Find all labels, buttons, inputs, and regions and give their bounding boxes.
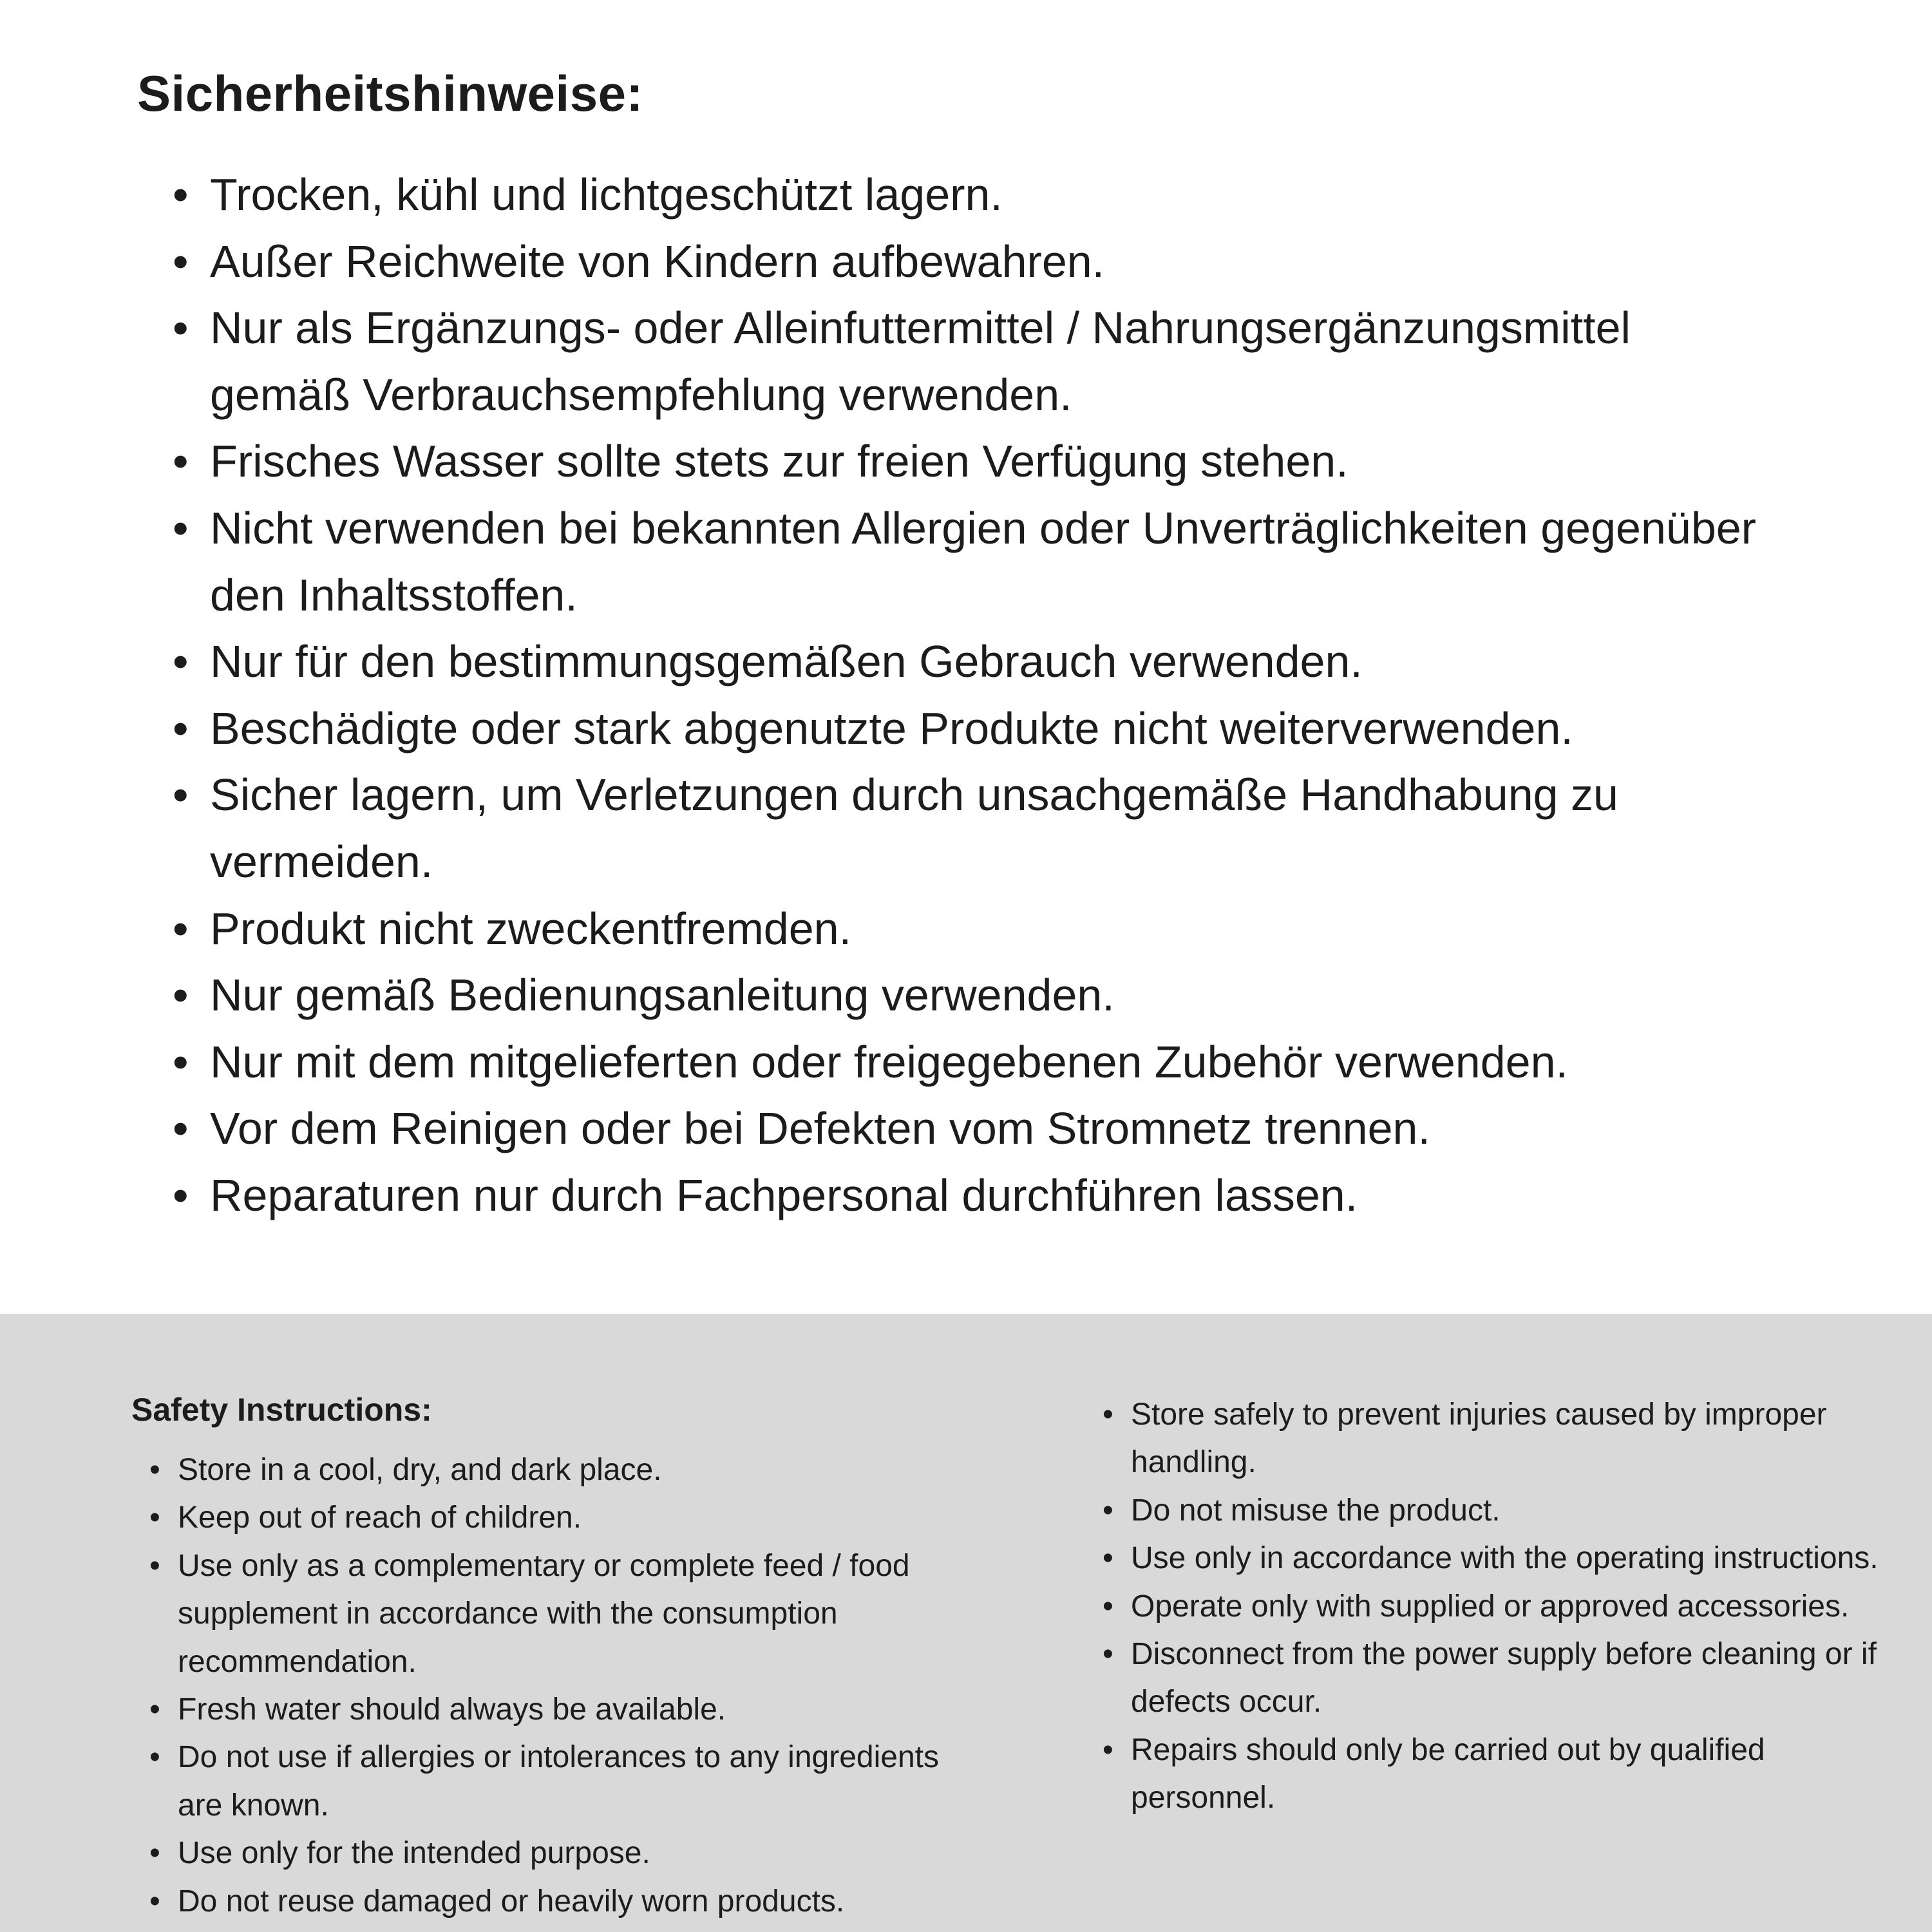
german-heading: Sicherheitshinweise:: [137, 65, 643, 122]
english-safety-list-left: [131, 1446, 981, 1926]
english-safety-item: • Do not use if allergies or intolerances to any ingredients are known.: [149, 1734, 981, 1830]
english-heading: Safety Instructions:: [131, 1392, 432, 1428]
english-columns: [131, 1391, 1879, 1926]
german-safety-item: • Beschädigte oder stark abgenutzte Produkte nicht weiterverwenden.: [173, 696, 1770, 762]
german-safety-item: • Nur gemäß Bedienungsanleitung verwenden.: [173, 962, 1770, 1029]
english-safety-item: • Disconnect from the power supply before cleaning or if defects occur.: [1103, 1631, 1883, 1727]
german-safety-item: • Vor dem Reinigen oder bei Defekten vom Stromnetz trennen.: [173, 1095, 1770, 1162]
german-safety-list: [137, 162, 1770, 1229]
english-safety-item: • Do not misuse the product.: [1103, 1487, 1883, 1535]
english-safety-item: • Keep out of reach of children.: [149, 1494, 981, 1542]
german-safety-item: • Reparaturen nur durch Fachpersonal durchführen lassen.: [173, 1162, 1770, 1229]
english-column-left: [131, 1391, 981, 1926]
german-safety-item: • Außer Reichweite von Kindern aufbewahren.: [173, 229, 1770, 296]
english-safety-item: • Fresh water should always be available.: [149, 1686, 981, 1734]
english-safety-item: • Do not reuse damaged or heavily worn products.: [149, 1878, 981, 1926]
english-safety-item: • Store safely to prevent injuries caused by improper handling.: [1103, 1391, 1883, 1487]
german-safety-item: • Nur mit dem mitgelieferten oder freigegebenen Zubehör verwenden.: [173, 1029, 1770, 1096]
german-safety-item: • Sicher lagern, um Verletzungen durch unsachgemäße Handhabung zu vermeiden.: [173, 762, 1770, 895]
english-column-right: [1084, 1391, 1883, 1823]
english-safety-item: • Repairs should only be carried out by qualified personnel.: [1103, 1727, 1883, 1823]
german-safety-item: • Trocken, kühl und lichtgeschützt lagern.: [173, 162, 1770, 229]
english-safety-item: • Store in a cool, dry, and dark place.: [149, 1446, 981, 1494]
english-safety-list-right: [1084, 1391, 1883, 1823]
german-safety-item: • Nur als Ergänzungs- oder Alleinfuttermittel / Nahrungsergänzungsmittel gemäß Verbrauchsempfehlung verwenden.: [173, 295, 1770, 428]
english-safety-item: • Use only in accordance with the operating instructions.: [1103, 1535, 1883, 1582]
german-safety-item: • Nur für den bestimmungsgemäßen Gebrauch verwenden.: [173, 629, 1770, 696]
english-safety-item: • Operate only with supplied or approved accessories.: [1103, 1583, 1883, 1631]
german-safety-item: • Nicht verwenden bei bekannten Allergien oder Unverträglichkeiten gegenüber den Inhaltsstoffen.: [173, 495, 1770, 629]
english-panel: [0, 1314, 1932, 1932]
german-safety-item: • Produkt nicht zweckentfremden.: [173, 896, 1770, 963]
english-safety-item: • Use only as a complementary or complete feed / food supplement in accordance with the consumption recommendation.: [149, 1542, 981, 1686]
english-safety-item: • Use only for the intended purpose.: [149, 1830, 981, 1877]
german-safety-item: • Frisches Wasser sollte stets zur freien Verfügung stehen.: [173, 428, 1770, 495]
